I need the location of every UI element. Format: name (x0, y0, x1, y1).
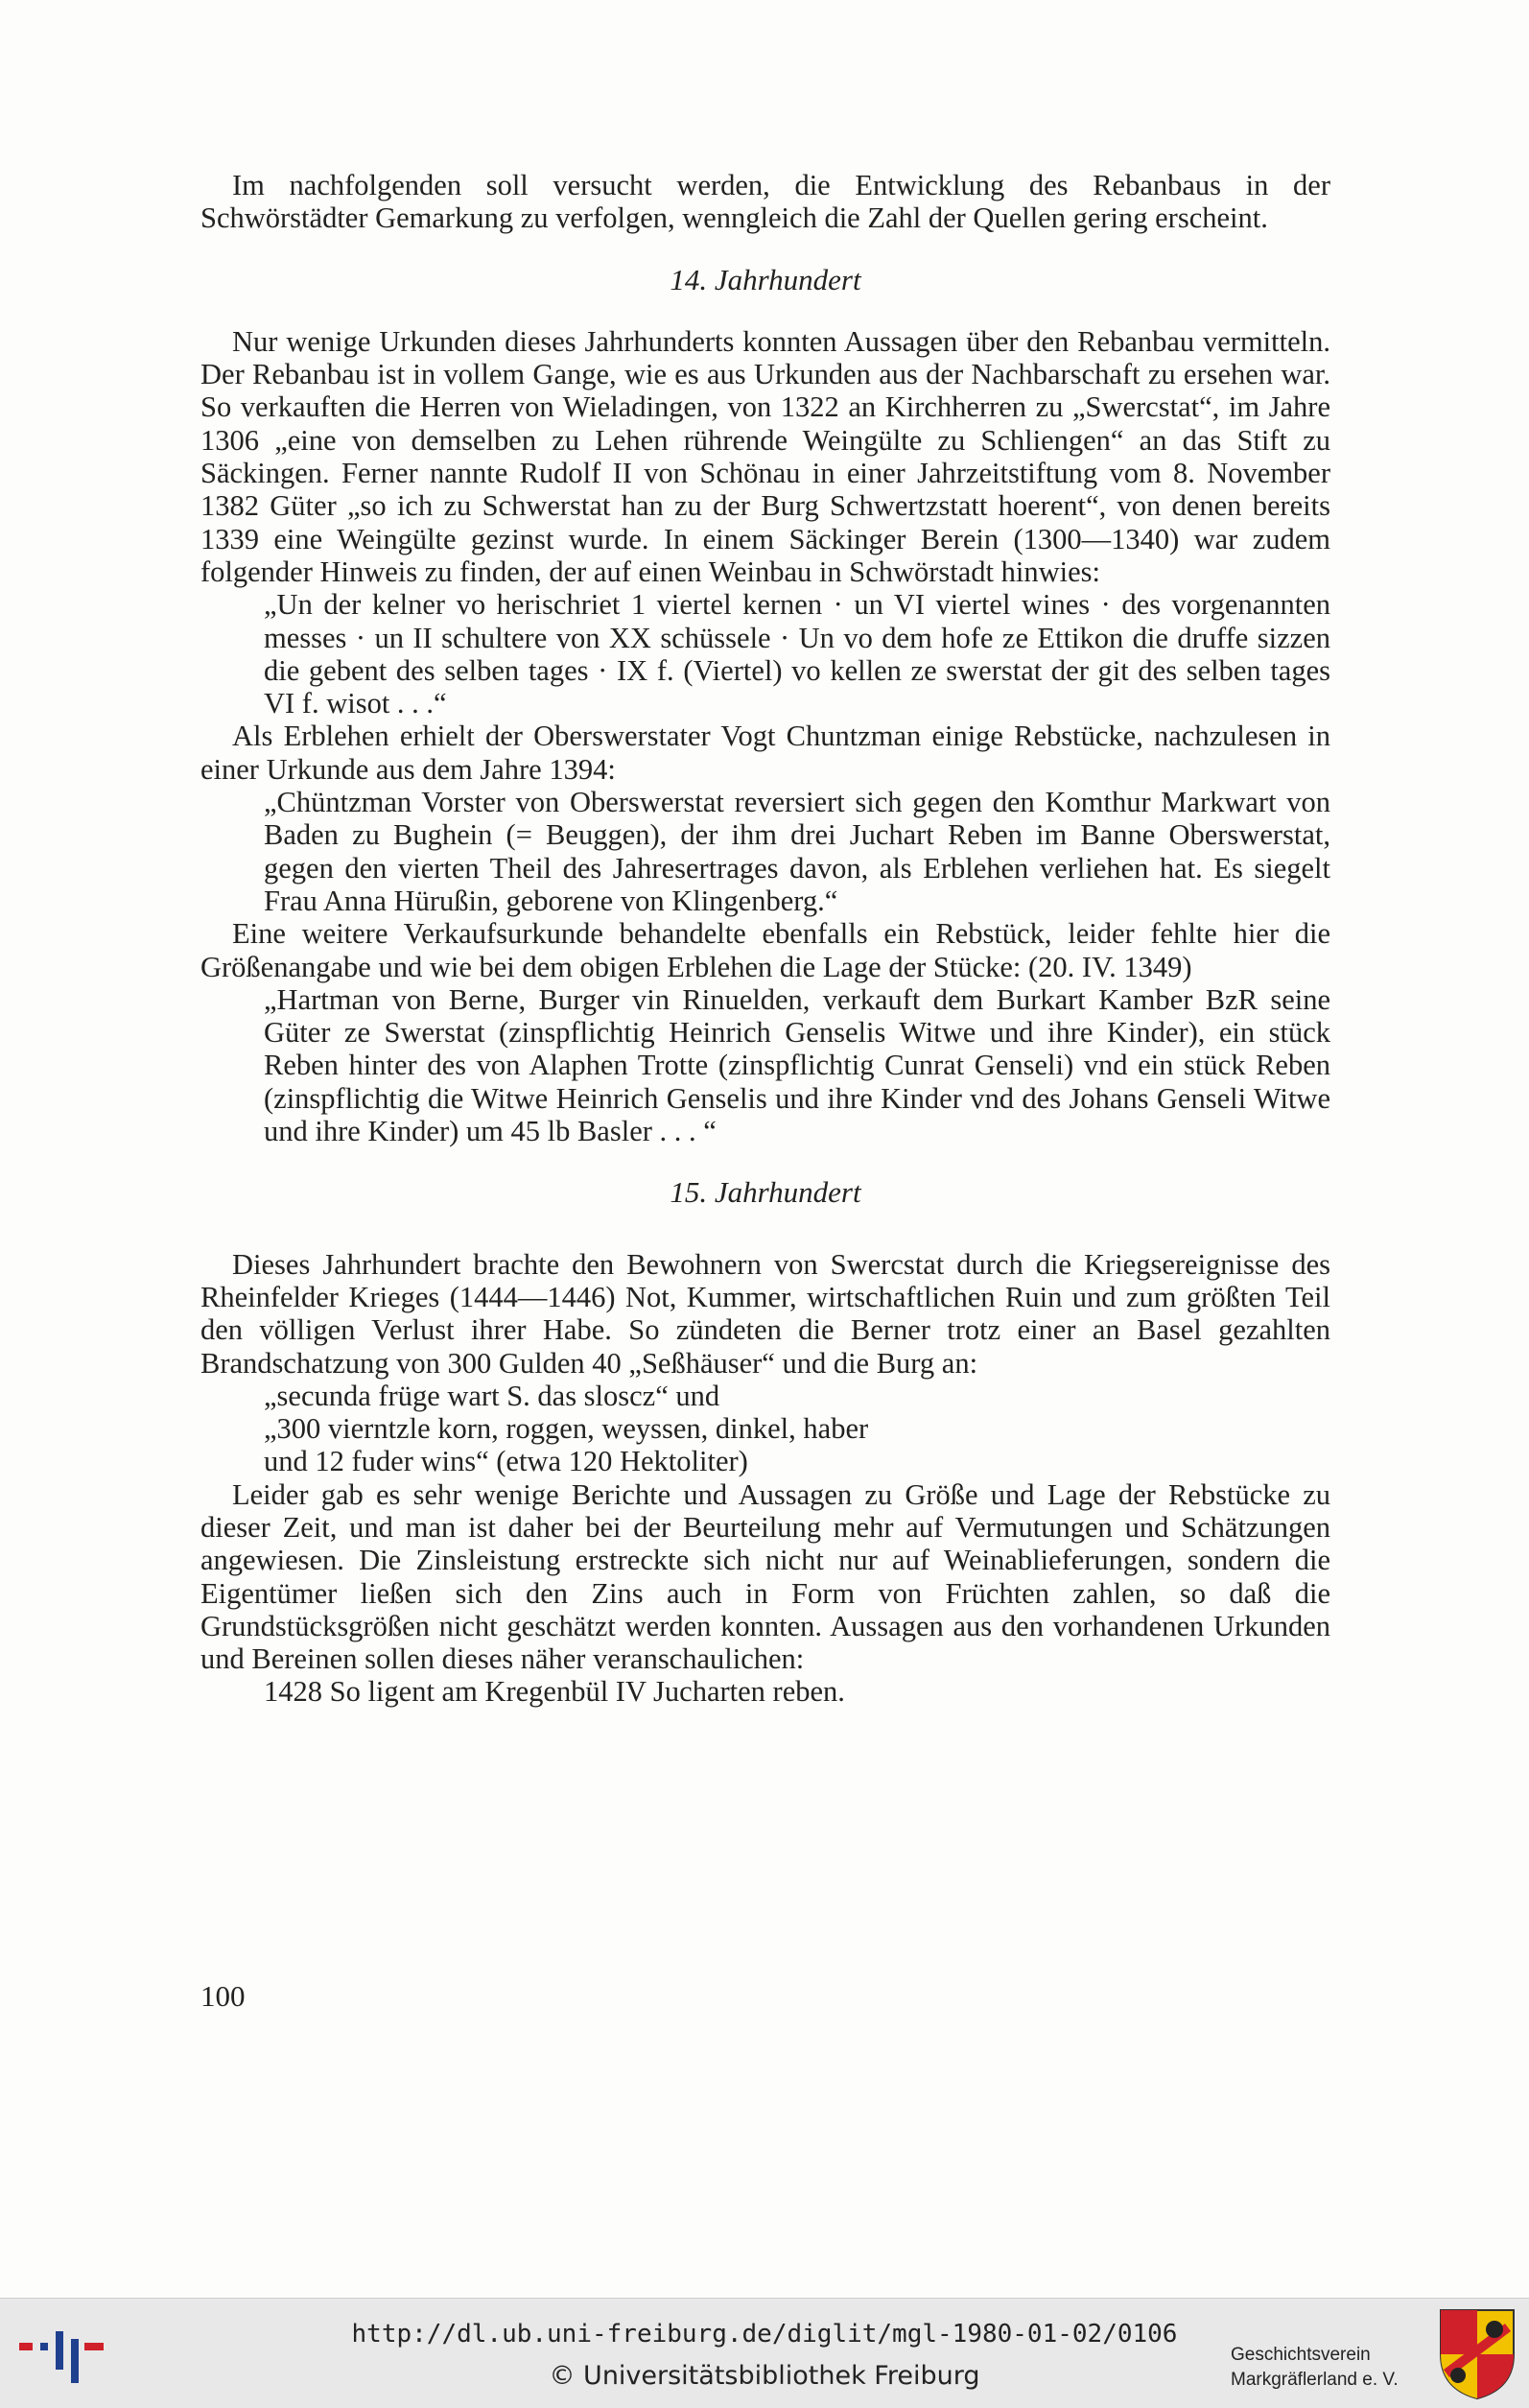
quote-line: „300 vierntzle korn, roggen, weyssen, dinkel, haber (264, 1412, 869, 1446)
coat-of-arms-icon[interactable] (1437, 2306, 1517, 2400)
paragraph: Nur wenige Urkunden dieses Jahrhunderts konnten Aussagen über den Rebanbau vermitteln. Der Rebanbau ist in vollem Gange, wie es aus Urkunden aus der Nachbarschaft zu ersehen war. So verkauften die Herren von Wieladingen, von 1322 an Kirchherren zu „Swercstat“, im Jahre 1306 „eine von demselben zu Lehen rührende Weingülte zu Schliengen“ an das Stift zu Säckingen. Ferner nannte Rudolf II von Schönau in einer Jahrzeitstiftung vom 8. November 1382 Güter „so ich zu Schwerstat han zu der Burg Schwertzstatt hoerent“, von denen bereits 1339 eine Weingülte gezinst wurde. In einem Säckinger Berein (1300—1340) war zudem folgender Hinweis zu finden, der auf einen Weinbau in Schwörstadt hinwies: (200, 324, 1330, 588)
page-text (200, 169, 1330, 1709)
quote-line: 1428 So ligent am Kregenbül IV Jucharten reben. (264, 1675, 845, 1709)
society-name (1231, 2343, 1399, 2393)
section-heading-14: 14. Jahrhundert (670, 262, 861, 296)
quote-block: „Hartman von Berne, Burger vin Rinuelden, verkauft dem Burkart Kamber BzR seine Güter ze Swerstat (zinspflichtig Heinrich Genselis Witwe und ihre Kinder), ein stück Reben hinter des von Alaphen Trotte (zinspflichtig Cunrat Genseli) vnd ein stück Reben (zinspflichtig die Witwe Heinrich Genselis und ihre Kinder vnd des Johans Genseli Witwe und ihre Kinder) um 45 lb Basler . . . “ (264, 982, 1330, 1148)
paragraph: Leider gab es sehr wenige Berichte und Aussagen zu Größe und Lage der Rebstücke zu dieser Zeit, und man ist daher bei der Beurteilung mehr auf Vermutungen und Schätzungen angewiesen. Die Zinsleistung erstreckte sich nicht nur auf Weinablieferungen, sondern die Eigentümer ließen sich den Zins auch in Form von Früchten zahlen, so daß die Grundstücksgrößen nicht geschätzt werden konnten. Aussagen aus den vorhandenen Urkunden und Bereinen sollen dieses näher veranschaulichen: (200, 1477, 1330, 1676)
page-number: 100 (200, 1979, 246, 2013)
viewer-footer (0, 2298, 1529, 2408)
quote-line: und 12 fuder wins“ (etwa 120 Hektoliter) (264, 1445, 748, 1478)
paragraph: Als Erblehen erhielt der Oberswerstater Vogt Chuntzman einige Rebstücke, nachzulesen in einer Urkunde aus dem Jahre 1394: (200, 720, 1330, 786)
permalink-url[interactable]: http://dl.ub.uni-freiburg.de/diglit/mgl-1980-01-02/0106 (351, 2320, 1178, 2349)
quote-line: „secunda früge wart S. das sloscz“ und (264, 1379, 720, 1412)
intro-paragraph: Im nachfolgenden soll versucht werden, die Entwicklung des Rebanbaus in der Schwörstädter Gemarkung zu verfolgen, wenngleich die Zahl der Quellen gering erscheint. (200, 169, 1330, 235)
section-heading-15: 15. Jahrhundert (670, 1175, 861, 1210)
paragraph: Eine weitere Verkaufsurkunde behandelte ebenfalls ein Rebstück, leider fehlte hier die Größenangabe und wie bei dem obigen Erblehen die Lage der Stücke: (20. IV. 1349) (200, 917, 1330, 983)
quote-block: „Chüntzman Vorster von Oberswerstat reversiert sich gegen den Komthur Markwart von Baden zu Bughein (= Beuggen), der ihm drei Juchart Reben im Banne Oberswerstat, gegen den vierten Theil des Jahresertrages davon, als Erblehen verliehen hat. Es siegelt Frau Anna Hürußin, geborene von Klingenberg.“ (264, 786, 1330, 917)
paragraph: Dieses Jahrhundert brachte den Bewohnern von Swercstat durch die Kriegsereignisse des Rheinfelder Krieges (1444—1446) Not, Kummer, wirtschaftlichen Ruin und zum größten Teil den völligen Verlust ihrer Habe. So zündeten die Berner trotz einer an Basel gezahlten Brandschatzung von 300 Gulden 40 „Seßhäuser“ und die Burg an: (200, 1247, 1330, 1380)
quote-block: „Un der kelner vo herischriet 1 viertel kernen · un VI viertel wines · des vorgenannten messes · un II schultere von XX schüssele · Un vo dem hofe ze Ettikon die druffe sizzen die gebent des selben tages · IX f. (Viertel) vo kellen ze swerstat der git des selben tages VI f. wisot . . .“ (264, 588, 1330, 720)
copyright-notice: © Universitätsbibliothek Freiburg (549, 2361, 980, 2391)
society-name-line: Markgräflerland e. V. (1231, 2370, 1399, 2390)
society-name-line: Geschichtsverein (1231, 2345, 1371, 2365)
